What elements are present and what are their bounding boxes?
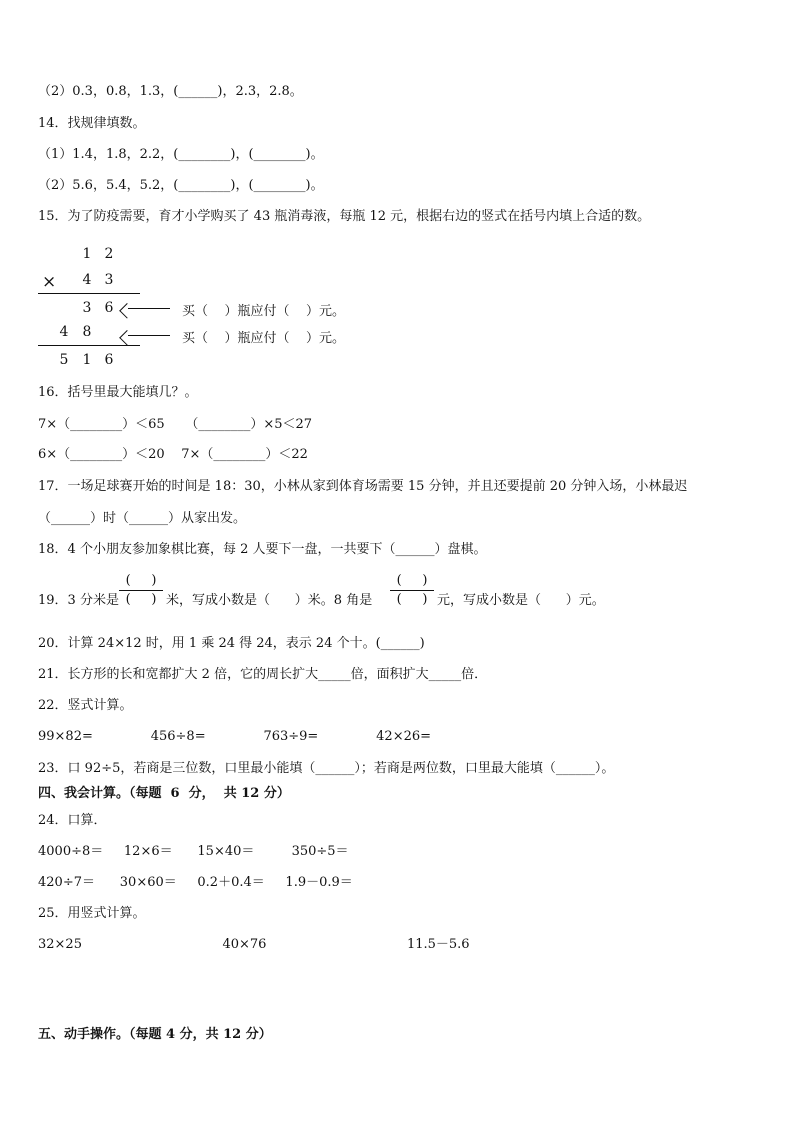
- q24-row2: 420÷7＝ 30×60＝ 0.2＋0.4＝ 1.9－0.9＝: [38, 875, 353, 890]
- vm-r1-d2: 2: [104, 246, 114, 262]
- q19-fraction-1: [119, 573, 163, 608]
- q22-problems: 99×82= 456÷8= 763÷9= 42×26=: [38, 729, 432, 744]
- q22-title: 22．竖式计算。: [38, 698, 133, 713]
- q25-title: 25．用竖式计算。: [38, 906, 146, 921]
- q20-text: 20．计算 24×12 时，用 1 乘 24 得 24，表示 24 个十。(______): [38, 636, 425, 651]
- q14-part2: （2）5.6，5.4，5.2，(________)，(________)。: [38, 178, 324, 193]
- fraction-bar: [390, 590, 434, 591]
- q17-text: 17．一场足球赛开始的时间是 18：30，小林从家到体育场需要 15 分钟，并且还要提前 20 分钟入场，小林最迟: [38, 479, 688, 494]
- section-5-heading: 五、动手操作。（每题 4 分，共 12 分）: [38, 1027, 272, 1042]
- arrow-left-icon: [128, 335, 170, 336]
- fraction-numerator: ( ): [396, 573, 428, 588]
- q19-part3: 元，写成小数是（ ）元。: [437, 593, 605, 608]
- vm-note-2: 买（ ）瓶应付（ ）元。: [182, 331, 346, 346]
- fraction-denominator: ( ): [125, 592, 157, 607]
- q19-fraction-2: [390, 573, 434, 608]
- fraction-bar: [119, 590, 163, 591]
- section-4-heading: 四、我会计算。（每题 6 分， 共 12 分）: [38, 786, 290, 801]
- q18-text: 18．4 个小朋友参加象棋比赛，每 2 人要下一盘，一共要下（______）盘棋。: [38, 542, 487, 557]
- fraction-numerator: ( ): [125, 573, 157, 588]
- arrow-left-icon: [128, 308, 170, 309]
- q17-blanks: （______）时（______）从家出发。: [38, 511, 247, 526]
- vm-note-1: 买（ ）瓶应付（ ）元。: [182, 304, 346, 319]
- q16-row2: 6×（________）＜20 7×（________）＜22: [38, 447, 308, 462]
- vm-r2-d2: 3: [104, 272, 114, 288]
- q15-text: 15．为了防疫需要，育才小学购买了 43 瓶消毒液，每瓶 12 元，根据右边的竖式在括号内填上合适的数。: [38, 209, 651, 224]
- vm-r5-d2: 1: [82, 352, 92, 368]
- vm-times-sign: ×: [42, 272, 57, 292]
- q13-part2: （2）0.3，0.8，1.3，(______)，2.3，2.8。: [38, 84, 303, 99]
- q19-part1: 19．3 分米是: [38, 593, 119, 608]
- q24-title: 24．口算．: [38, 813, 107, 828]
- q21-text: 21．长方形的长和宽都扩大 2 倍，它的周长扩大_____倍，面积扩大_____倍．: [38, 667, 488, 682]
- vm-line-2: [38, 345, 140, 346]
- q14-part1: （1）1.4，1.8，2.2，(________)，(________)。: [38, 147, 324, 162]
- q23-text: 23．口 92÷5，若商是三位数，口里最小能填（______）；若商是两位数，口里最大能填（______）。: [38, 761, 615, 776]
- vm-r4-d1: 4: [59, 324, 69, 340]
- q14-title: 14．找规律填数。: [38, 116, 146, 131]
- vm-r1-d1: 1: [82, 246, 92, 262]
- vm-r3-d1: 3: [82, 300, 92, 316]
- fraction-denominator: ( ): [396, 592, 428, 607]
- q24-row1: 4000÷8＝ 12×6＝ 15×40＝ 350÷5＝: [38, 844, 349, 859]
- q25-problems: 32×25 40×76 11.5－5.6: [38, 937, 470, 952]
- vm-line-1: [38, 293, 140, 294]
- vm-r2-d1: 4: [82, 272, 92, 288]
- q16-title: 16．括号里最大能填几？。: [38, 385, 198, 400]
- vm-r3-d2: 6: [104, 300, 114, 316]
- vm-r5-d1: 5: [59, 352, 69, 368]
- vm-r4-d2: 8: [82, 324, 92, 340]
- q19-part2: 米，写成小数是（ ）米。8 角是: [166, 593, 373, 608]
- vm-r5-d3: 6: [104, 352, 114, 368]
- q16-row1: 7×（________）＜65 （________）×5＜27: [38, 417, 313, 432]
